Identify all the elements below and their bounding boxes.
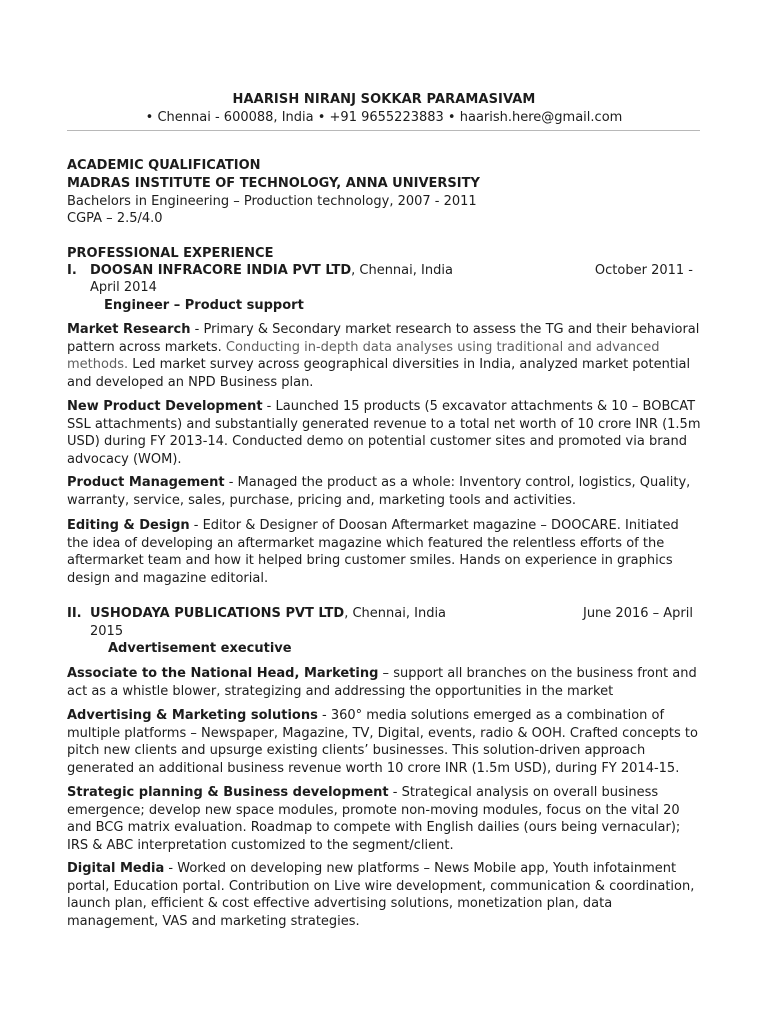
experience-heading: PROFESSIONAL EXPERIENCE [67, 246, 274, 261]
contact-line: • Chennai - 600088, India • +91 9655223883 • haarish.here@gmail.com [145, 110, 623, 125]
item-text: Editor & Designer of Doosan Aftermarket magazine – DOOCARE. Initiated the idea of developing an aftermarket magazine which featured the relentless efforts of the aftermarket team and how it helped bring customer smiles. Hands on experience in graphics design and magazine editorial. [67, 518, 679, 586]
item-title: Product Management [67, 475, 225, 490]
item-text: Launched 15 products (5 excavator attachments & 10 – BOBCAT SSL attachments) and substantially generated revenue to a total net worth of 10 crore INR (1.5m USD) during FY 2013-14. Conducted demo on potential customer sites and promoted via brand advocacy (WOM). [67, 399, 701, 467]
item-title: Market Research [67, 322, 191, 337]
job-2-company-line [90, 605, 446, 623]
job-1-header [67, 262, 703, 280]
item-text: Strategical analysis on overall business emergence; develop new space modules, promote non-moving modules, focus on the vital 20 and BCG matrix evaluation. Roadmap to compete with English dailies (ours being vernacular); IRS & ABC interpretation customized to the segment/client. [67, 785, 681, 853]
item-gray-text: Conducting in-depth data analyses using traditional and advanced methods. [67, 339, 660, 372]
job-2-item-digital-media [67, 860, 703, 930]
item-sep: - [164, 861, 178, 876]
job-2-item-advertising [67, 707, 703, 777]
item-sep: - [317, 708, 331, 723]
header-divider [67, 130, 700, 131]
job-1-company: DOOSAN INFRACORE INDIA PVT LTD [90, 263, 352, 278]
item-title: Associate to the National Head, Marketing [67, 666, 379, 681]
academic-heading: ACADEMIC QUALIFICATION [67, 158, 261, 173]
item-sep: – [378, 666, 394, 681]
job-2-company: USHODAYA PUBLICATIONS PVT LTD [90, 606, 345, 621]
job-1-item-new-product-development [67, 398, 703, 468]
item-text: 360° media solutions emerged as a combination of multiple platforms – Newspaper, Magazine, TV, Digital, events, radio & OOH. Crafted concepts to pitch new clients and upsurge existing clients’ businesses. This solution-driven approach generated an additional business revenue worth 10 crore INR (1.5m USD), during FY 2014-15. [67, 708, 698, 776]
item-text: Worked on developing new platforms – News Mobile app, Youth infotainment portal, Education portal. Contribution on Live wire development, communication & coordination, launch plan, efficient & cost effective advertising solutions, monetization plan, data management, VAS and marketing strategies. [67, 861, 695, 929]
job-2-item-national-head [67, 665, 703, 700]
item-text: Primary & Secondary market research to assess the TG and their behavioral pattern across markets. [67, 322, 700, 355]
job-2-item-strategic-planning [67, 784, 703, 854]
job-2-number: II. [67, 606, 82, 621]
item-title: Digital Media [67, 861, 165, 876]
job-1-location: , Chennai, India [351, 263, 453, 278]
item-text: Managed the product as a whole: Inventory control, logistics, Quality, warranty, service, sales, purchase, pricing and, marketing tools and activities. [67, 475, 691, 508]
item-text-2: Led market survey across geographical diversities in India, analyzed market potential and developed an NPD Business plan. [67, 357, 691, 390]
degree-line: Bachelors in Engineering – Production technology, 2007 - 2011 [67, 194, 477, 209]
job-2-header [67, 605, 703, 623]
job-1-number: I. [67, 263, 77, 278]
job-1-role: Engineer – Product support [104, 298, 304, 313]
job-1-dates: October 2011 - [594, 263, 693, 278]
job-1-dates-cont: April 2014 [90, 280, 157, 295]
job-1-item-product-management [67, 474, 703, 509]
cgpa-line: CGPA – 2.5/4.0 [67, 211, 163, 226]
institution-name: MADRAS INSTITUTE OF TECHNOLOGY, ANNA UNIVERSITY [67, 176, 480, 191]
job-2-location: , Chennai, India [344, 606, 447, 621]
item-sep: - [189, 518, 203, 533]
job-2-dates: June 2016 – April [582, 606, 693, 621]
item-text: support all branches on the business front and act as a whistle blower, strategizing and addressing the opportunities in the market [67, 666, 697, 699]
candidate-name: HAARISH NIRANJ SOKKAR PARAMASIVAM [232, 92, 536, 107]
item-sep: - [224, 475, 238, 490]
item-sep: - [388, 785, 402, 800]
item-title: Advertising & Marketing solutions [67, 708, 318, 723]
job-1-company-line [90, 262, 453, 280]
item-title: Editing & Design [67, 518, 190, 533]
job-2-role: Advertisement executive [108, 641, 292, 656]
item-sep: - [190, 322, 204, 337]
item-title: Strategic planning & Business development [67, 785, 389, 800]
item-sep: - [262, 399, 276, 414]
item-title: New Product Development [67, 399, 263, 414]
job-1-item-market-research [67, 321, 703, 391]
job-2-dates-cont: 2015 [90, 624, 124, 639]
job-1-item-editing-design [67, 517, 703, 587]
